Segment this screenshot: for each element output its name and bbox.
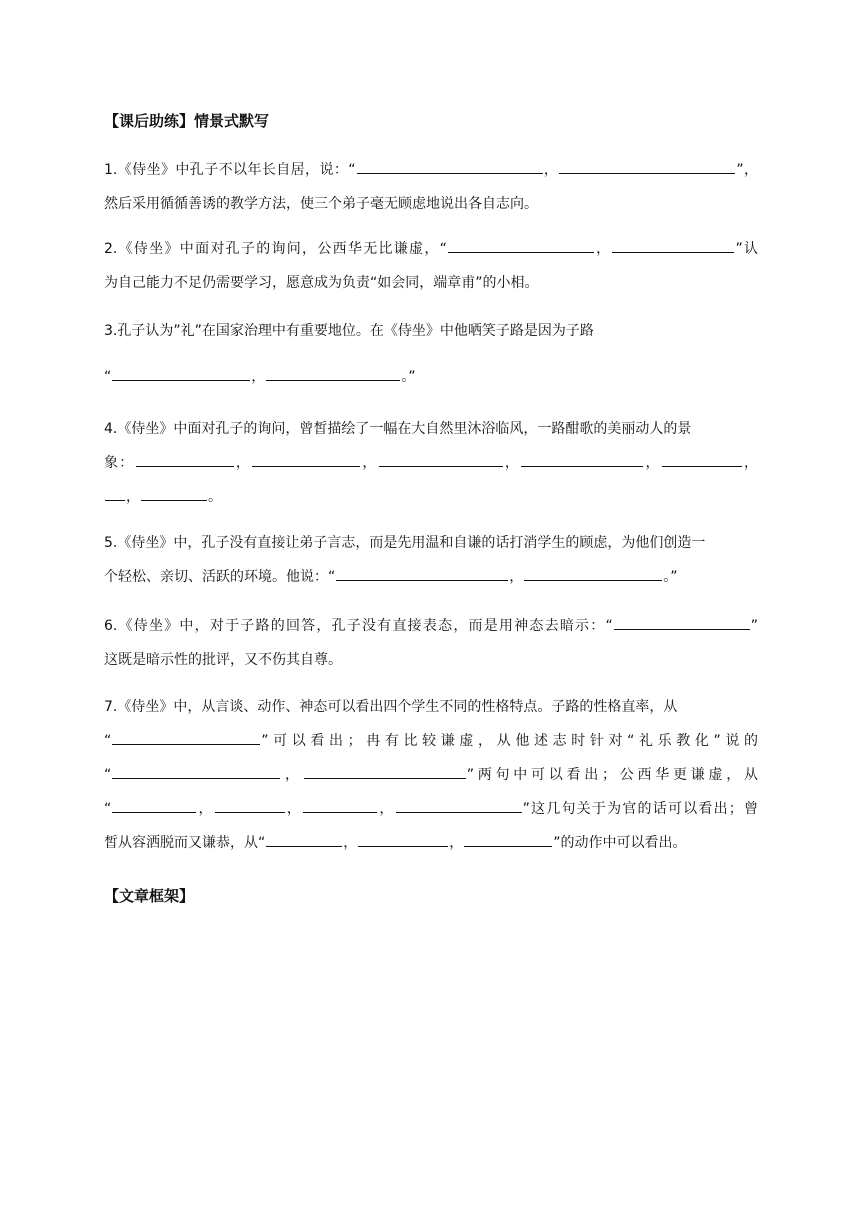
line: 1.《侍坐》中孔子不以年长自居，说：“ ， ”， bbox=[104, 153, 758, 187]
answer-blank[interactable] bbox=[614, 615, 750, 630]
answer-blank[interactable] bbox=[448, 238, 594, 253]
line: 5.《侍坐》中，孔子没有直接让弟子言志，而是先用温和自谦的话打消学生的顾虑，为他们创造一 bbox=[104, 535, 706, 551]
line: 这既是暗示性的批评，又不伤其自尊。 bbox=[104, 652, 342, 668]
question-2 bbox=[104, 232, 758, 300]
line: ， 。 bbox=[104, 480, 758, 514]
answer-blank[interactable] bbox=[105, 486, 125, 501]
answer-blank[interactable] bbox=[396, 798, 522, 813]
answer-blank[interactable] bbox=[303, 798, 377, 813]
answer-blank[interactable] bbox=[215, 798, 285, 813]
line: 6.《侍坐》中，对于子路的回答，孔子没有直接表态，而是用神态去暗示：“ ” bbox=[104, 609, 758, 643]
answer-blank[interactable] bbox=[112, 730, 260, 745]
answer-blank[interactable] bbox=[266, 832, 342, 847]
line: 皙从容洒脱而又谦恭，从“ ， ， ”的动作中可以看出。 bbox=[104, 826, 758, 860]
line: 个轻松、亲切、活跃的环境。他说：“ ， 。” bbox=[104, 560, 758, 594]
question-7 bbox=[104, 690, 758, 860]
question-4 bbox=[104, 412, 758, 514]
line: 3.孔子认为”礼”在国家治理中有重要地位。在《侍坐》中他哂笑子路是因为子路 bbox=[104, 323, 594, 339]
question-5 bbox=[104, 526, 758, 594]
answer-blank[interactable] bbox=[112, 764, 280, 779]
answer-blank[interactable] bbox=[141, 486, 207, 501]
line: “ ， 。” bbox=[104, 360, 758, 394]
heading-practice: 【课后助练】情景式默写 bbox=[104, 112, 270, 130]
answer-blank[interactable] bbox=[112, 366, 250, 381]
answer-blank[interactable] bbox=[136, 452, 234, 467]
question-3 bbox=[104, 314, 758, 394]
line: “ ”可以看出；冉有比较谦虚，从他述志时针对“礼乐教化”说的 bbox=[104, 724, 758, 758]
heading-framework: 【文章框架】 bbox=[104, 887, 195, 905]
answer-blank[interactable] bbox=[662, 452, 742, 467]
answer-blank[interactable] bbox=[358, 832, 448, 847]
question-6 bbox=[104, 609, 758, 677]
answer-blank[interactable] bbox=[304, 764, 466, 779]
answer-blank[interactable] bbox=[521, 452, 643, 467]
answer-blank[interactable] bbox=[464, 832, 552, 847]
line: 然后采用循循善诱的教学方法，使三个弟子毫无顾虑地说出各自志向。 bbox=[104, 196, 538, 212]
answer-blank[interactable] bbox=[266, 366, 400, 381]
line: 2.《侍坐》中面对孔子的询问，公西华无比谦虚，“ ， ”认 bbox=[104, 232, 758, 266]
line: “ ， ， ， ”这几句关于为官的话可以看出；曾 bbox=[104, 792, 758, 826]
line: 7.《侍坐》中，从言谈、动作、神态可以看出四个学生不同的性格特点。子路的性格直率，从 bbox=[104, 699, 678, 715]
answer-blank[interactable] bbox=[336, 566, 508, 581]
line: 象： ， ， ， ， ， bbox=[104, 446, 758, 480]
line: 为自己能力不足仍需要学习，愿意成为负责“如会同，端章甫”的小相。 bbox=[104, 275, 539, 291]
answer-blank[interactable] bbox=[379, 452, 503, 467]
answer-blank[interactable] bbox=[112, 798, 196, 813]
line: 4.《侍坐》中面对孔子的询问，曾皙描绘了一幅在大自然里沐浴临风，一路酣歌的美丽动人的景 bbox=[104, 421, 692, 437]
answer-blank[interactable] bbox=[252, 452, 360, 467]
answer-blank[interactable] bbox=[524, 566, 662, 581]
answer-blank[interactable] bbox=[357, 159, 543, 174]
answer-blank[interactable] bbox=[559, 159, 735, 174]
question-1 bbox=[104, 153, 758, 221]
line: “ ， ”两句中可以看出；公西华更谦虚，从 bbox=[104, 758, 758, 792]
answer-blank[interactable] bbox=[612, 238, 734, 253]
